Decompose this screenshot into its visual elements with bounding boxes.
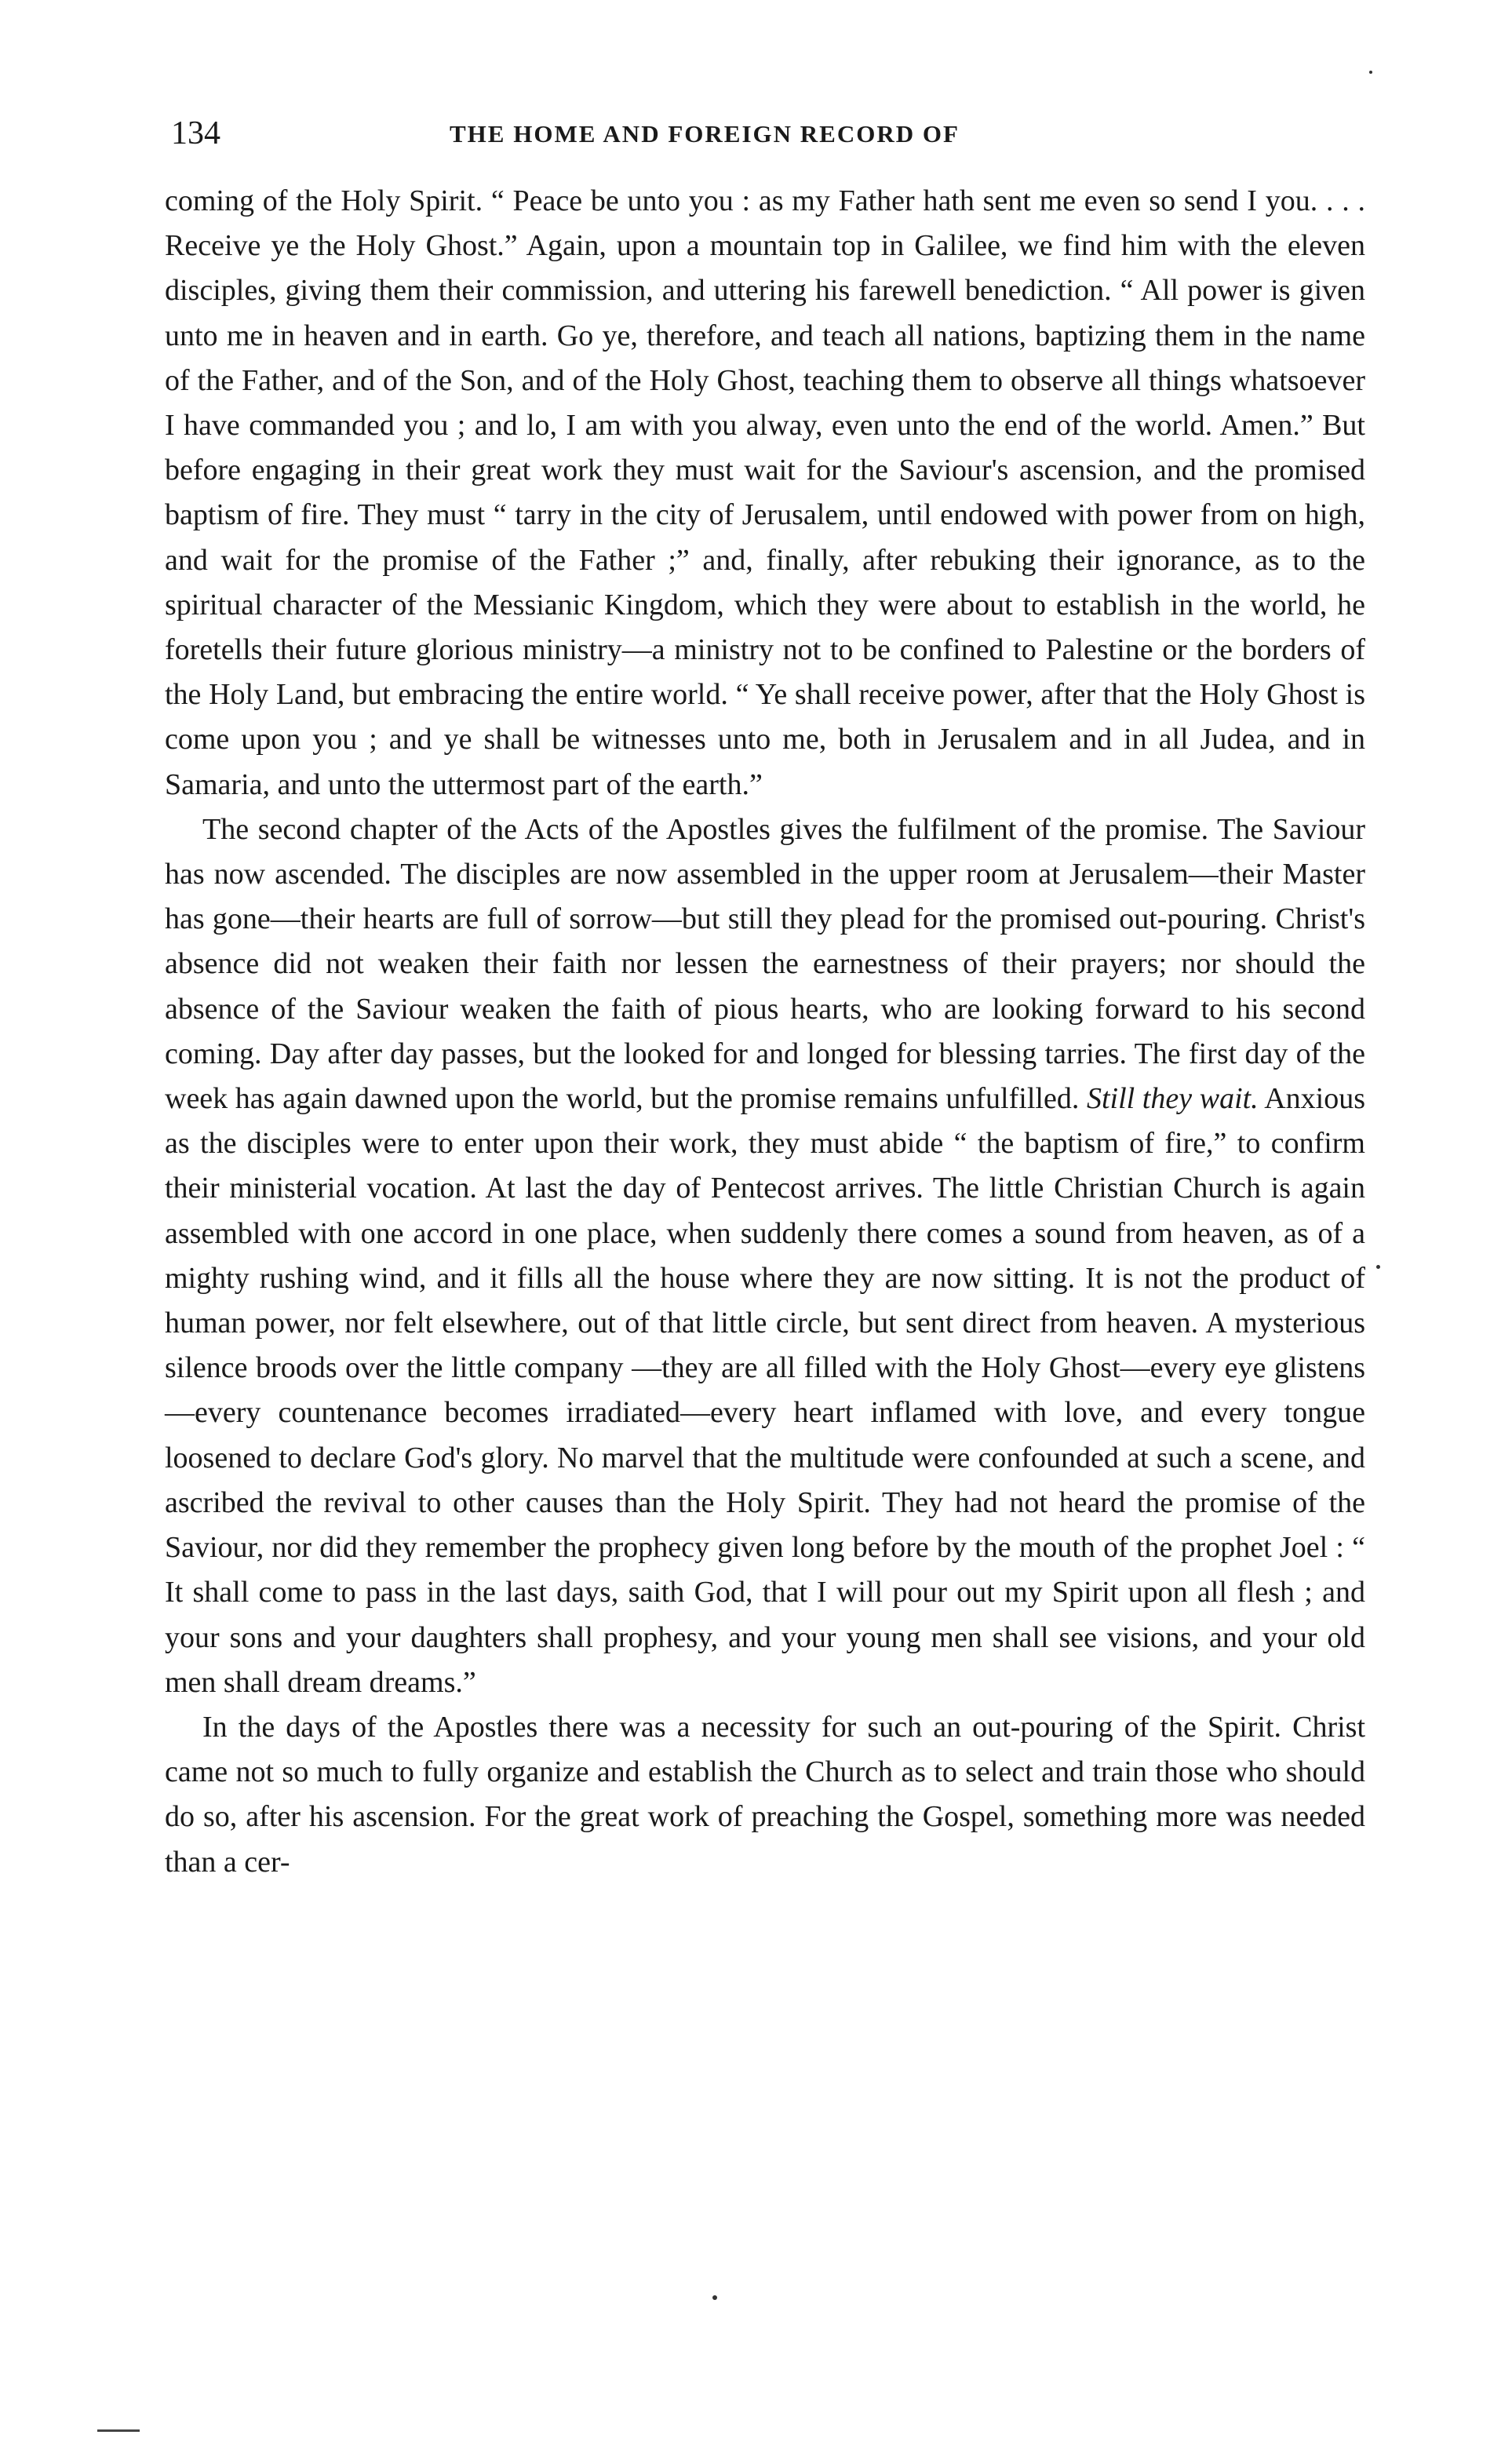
paragraph-3: In the days of the Apostles there was a necessity for such an out-pouring of the Spirit. Christ came not so much to fully organize and establish the Church as to select and train those who should do so, after his ascension. For the great work of preaching the Gospel, something more was needed than a cer- bbox=[165, 1710, 1365, 1879]
paragraph-2-text: The second chapter of the Acts of the Apostles gives the fulfilment of the promise. The Saviour has now ascended. The disciples are now assembled in the upper room at Jerusalem—their Master has gone—their hearts are full of sorrow—but still they plead for the promised out-pouring. Christ's absence did not weaken their faith nor lessen the earnestness of their prayers; nor should the absence of the Saviour weaken the faith of pious hearts, who are looking forward to his second coming. Day after day passes, but the looked for and longed for blessing tarries. The first day of the week has again dawned upon the world, but the promise remains unfulfilled. bbox=[165, 812, 1365, 1116]
ink-speck bbox=[1369, 71, 1372, 74]
margin-mark bbox=[97, 2429, 140, 2432]
page-number: 134 bbox=[171, 115, 220, 151]
running-title: THE HOME AND FOREIGN RECORD OF bbox=[450, 120, 960, 148]
paragraph-1: coming of the Holy Spirit. “ Peace be unto you : as my Father hath sent me even so send I you. . . . Receive ye the Holy Ghost.” Again, upon a mountain top in Galilee, we find him with the eleven disciples, giving them their commission, and uttering his farewell benediction. “ All power is given unto me in heaven and in earth. Go ye, therefore, and teach all nations, baptizing them in the name of the Father, and of the Son, and of the Holy Ghost, teaching them to observe all things whatsoever I have commanded you ; and lo, I am with you alway, even unto the end of the world. Amen.” But before engaging in their great work they must wait for the Saviour's ascension, and the promised baptism of fire. They must “ tarry in the city of Jerusalem, until endowed with power from on high, and wait for the promise of the Father ;” and, finally, after rebuking their ignorance, as to the spiritual character of the Messianic Kingdom, which they were about to establish in the world, he foretells their future glorious ministry—a ministry not to be confined to Palestine or the borders of the Holy Land, but embracing the entire world. “ Ye shall receive power, after that the Holy Ghost is come upon you ; and ye shall be witnesses unto me, both in Jerusalem and in all Judea, and in Samaria, and unto the uttermost part of the earth.” bbox=[165, 184, 1365, 801]
paragraph-2 bbox=[165, 807, 1365, 1705]
emphasis-still-they-wait: Still they wait. bbox=[1086, 1082, 1259, 1116]
body-text bbox=[165, 179, 1365, 1885]
ink-speck bbox=[1376, 1265, 1380, 1269]
paragraph-2-continued: Anxious as the disciples were to enter upon their work, they must abide “ the baptism of fire,” to confirm their ministerial vocation. At last the day of Pentecost arrives. The little Christian Church is again assembled with one accord in one place, when suddenly there comes a sound from heaven, as of a mighty rushing wind, and it fills all the house where they are now sitting. It is not the product of human power, nor felt elsewhere, out of that little circle, but sent direct from heaven. A mysterious silence broods over the little company —they are all filled with the Holy Ghost—every eye glistens—every countenance becomes irradiated—every heart inflamed with love, and every tongue loosened to declare God's glory. No marvel that the multitude were confounded at such a scene, and ascribed the revival to other causes than the Holy Spirit. They had not heard the promise of the Saviour, nor did they remember the prophecy given long before by the mouth of the prophet Joel : “ It shall come to pass in the last days, saith God, that I will pour out my Spirit upon all flesh ; and your sons and your daughters shall prophesy, and your young men shall see visions, and your old men shall dream dreams.” bbox=[165, 1082, 1366, 1699]
ink-speck bbox=[712, 2295, 717, 2300]
page-header bbox=[171, 110, 1360, 157]
